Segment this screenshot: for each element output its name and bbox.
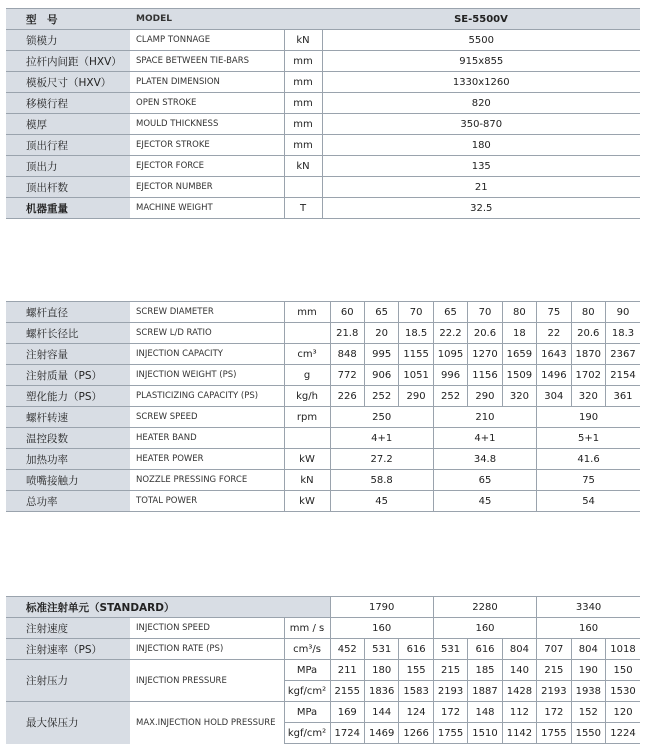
screw-diameter-value: 65 [433, 302, 467, 323]
model-label-en: MODEL [130, 9, 284, 30]
param-value: 252 [433, 386, 467, 407]
mpa-value: 140 [502, 660, 536, 681]
param-value: 2367 [606, 344, 641, 365]
param-unit: mm [284, 302, 330, 323]
param-row [6, 491, 640, 512]
param-label-en: NOZZLE PRESSING FORCE [130, 470, 284, 491]
mpa-value: 120 [606, 702, 640, 723]
param-label-en: HEATER BAND [130, 428, 284, 449]
param-value: 20.6 [571, 323, 605, 344]
param-value: 996 [433, 365, 467, 386]
spec-row [6, 72, 640, 93]
screw-diameter-row [6, 302, 640, 323]
param-row [6, 365, 640, 386]
mpa-value: 124 [399, 702, 433, 723]
param-value: 1155 [399, 344, 433, 365]
mpa-value: 215 [537, 660, 571, 681]
param-unit: kgf/cm² [284, 681, 330, 702]
param-label-cn: 温控段数 [6, 428, 130, 449]
screw-diameter-value: 70 [399, 302, 433, 323]
param-label-cn: 螺杆长径比 [6, 323, 130, 344]
param-label-en: TOTAL POWER [130, 491, 284, 512]
param-label-en: PLASTICIZING CAPACITY (PS) [130, 386, 284, 407]
spec-row [6, 198, 640, 219]
param-value: 848 [330, 344, 364, 365]
param-unit [284, 428, 330, 449]
param-label-cn: 最大保压力 [6, 702, 130, 744]
param-value: 21.8 [330, 323, 364, 344]
spec-label-cn: 机器重量 [6, 198, 130, 219]
param-unit: kg/h [284, 386, 330, 407]
spec-value: 350-870 [322, 114, 640, 135]
param-unit: MPa [284, 702, 330, 723]
param-label-en: INJECTION WEIGHT (PS) [130, 365, 284, 386]
kgf-value: 2193 [537, 681, 571, 702]
spec-value: 135 [322, 156, 640, 177]
group-value: 4+1 [330, 428, 433, 449]
group-value: 34.8 [433, 449, 536, 470]
screw-diameter-value: 60 [330, 302, 364, 323]
param-value: 320 [502, 386, 536, 407]
spec-unit: mm [284, 72, 322, 93]
rate-value: 804 [502, 639, 536, 660]
speed-row [6, 618, 640, 639]
group-value: 41.6 [537, 449, 640, 470]
standard-header-value: 1790 [330, 597, 433, 618]
kgf-value: 1510 [468, 723, 502, 744]
hold-mpa-row [6, 702, 640, 723]
param-unit: rpm [284, 407, 330, 428]
spec-label-cn: 移模行程 [6, 93, 130, 114]
rate-value: 707 [537, 639, 571, 660]
param-label-cn: 塑化能力（PS） [6, 386, 130, 407]
param-value: 20 [364, 323, 398, 344]
spec-row [6, 30, 640, 51]
mpa-value: 172 [537, 702, 571, 723]
pressure-mpa-row [6, 660, 640, 681]
param-label-en: INJECTION RATE (PS) [130, 639, 284, 660]
spec-label-en: EJECTOR STROKE [130, 135, 284, 156]
spec-unit: T [284, 198, 322, 219]
param-value: 2154 [606, 365, 641, 386]
param-label-en: MAX.INJECTION HOLD PRESSURE [130, 702, 284, 744]
kgf-value: 1428 [502, 681, 536, 702]
group-value: 250 [330, 407, 433, 428]
speed-value: 160 [433, 618, 536, 639]
spec-unit: mm [284, 135, 322, 156]
spec-value: 1330x1260 [322, 72, 640, 93]
param-value: 1643 [537, 344, 571, 365]
rate-value: 804 [571, 639, 605, 660]
spec-unit: kN [284, 156, 322, 177]
standard-header-value: 3340 [537, 597, 640, 618]
kgf-value: 2155 [330, 681, 364, 702]
param-value: 772 [330, 365, 364, 386]
kgf-value: 1755 [433, 723, 467, 744]
param-row [6, 449, 640, 470]
spec-row [6, 135, 640, 156]
standard-header-value: 2280 [433, 597, 536, 618]
param-label-cn: 注射质量（PS） [6, 365, 130, 386]
spec-label-en: MACHINE WEIGHT [130, 198, 284, 219]
param-label-en: SCREW L/D RATIO [130, 323, 284, 344]
param-value: 995 [364, 344, 398, 365]
spec-value: 820 [322, 93, 640, 114]
rate-row [6, 639, 640, 660]
kgf-value: 1530 [606, 681, 640, 702]
spec-value: 32.5 [322, 198, 640, 219]
param-value: 1270 [468, 344, 502, 365]
model-row [6, 9, 640, 30]
group-value: 5+1 [537, 428, 640, 449]
param-row [6, 344, 640, 365]
param-row [6, 386, 640, 407]
spec-value: 915x855 [322, 51, 640, 72]
spec-unit: kN [284, 30, 322, 51]
screw-diameter-value: 80 [502, 302, 536, 323]
mpa-value: 144 [364, 702, 398, 723]
standard-header-row [6, 597, 640, 618]
kgf-value: 1724 [330, 723, 364, 744]
param-label-en: SCREW SPEED [130, 407, 284, 428]
param-label-en: INJECTION PRESSURE [130, 660, 284, 702]
group-value: 190 [537, 407, 640, 428]
screw-diameter-value: 70 [468, 302, 502, 323]
param-value: 1870 [571, 344, 605, 365]
spec-label-en: CLAMP TONNAGE [130, 30, 284, 51]
param-label-cn: 注射速率（PS） [6, 639, 130, 660]
spec-unit: mm [284, 114, 322, 135]
spec-label-en: SPACE BETWEEN TIE-BARS [130, 51, 284, 72]
param-label-en: HEATER POWER [130, 449, 284, 470]
param-unit: g [284, 365, 330, 386]
spec-row [6, 156, 640, 177]
param-row [6, 428, 640, 449]
mpa-value: 155 [399, 660, 433, 681]
mpa-value: 112 [502, 702, 536, 723]
group-value: 45 [433, 491, 536, 512]
param-value: 22.2 [433, 323, 467, 344]
mpa-value: 180 [364, 660, 398, 681]
spec-label-cn: 锁模力 [6, 30, 130, 51]
spec-unit: mm [284, 93, 322, 114]
param-value: 22 [537, 323, 571, 344]
mpa-value: 211 [330, 660, 364, 681]
speed-value: 160 [537, 618, 640, 639]
param-label-en: SCREW DIAMETER [130, 302, 284, 323]
param-unit: cm³ [284, 344, 330, 365]
spec-label-cn: 模板尺寸（HXV） [6, 72, 130, 93]
group-value: 4+1 [433, 428, 536, 449]
spec-label-en: EJECTOR NUMBER [130, 177, 284, 198]
param-value: 304 [537, 386, 571, 407]
param-label-cn: 注射压力 [6, 660, 130, 702]
spec-unit: mm [284, 51, 322, 72]
param-value: 1659 [502, 344, 536, 365]
param-value: 1702 [571, 365, 605, 386]
param-unit: mm / s [284, 618, 330, 639]
speed-value: 160 [330, 618, 433, 639]
spec-label-cn: 拉杆内间距（HXV） [6, 51, 130, 72]
param-row [6, 323, 640, 344]
spec-unit [284, 177, 322, 198]
injection-unit-table [6, 301, 640, 512]
spec-row [6, 51, 640, 72]
param-unit: MPa [284, 660, 330, 681]
group-value: 65 [433, 470, 536, 491]
spec-label-en: OPEN STROKE [130, 93, 284, 114]
screw-diameter-value: 75 [537, 302, 571, 323]
param-unit: kW [284, 449, 330, 470]
spec-label-en: PLATEN DIMENSION [130, 72, 284, 93]
param-label-cn: 螺杆转速 [6, 407, 130, 428]
kgf-value: 1836 [364, 681, 398, 702]
screw-diameter-value: 65 [364, 302, 398, 323]
kgf-value: 1142 [502, 723, 536, 744]
param-value: 1051 [399, 365, 433, 386]
kgf-value: 1550 [571, 723, 605, 744]
param-value: 361 [606, 386, 641, 407]
param-value: 1509 [502, 365, 536, 386]
kgf-value: 1583 [399, 681, 433, 702]
param-value: 906 [364, 365, 398, 386]
spec-label-en: MOULD THICKNESS [130, 114, 284, 135]
spec-row [6, 93, 640, 114]
spec-label-cn: 顶出行程 [6, 135, 130, 156]
param-unit: kW [284, 491, 330, 512]
standard-injection-table [6, 596, 640, 744]
rate-value: 531 [364, 639, 398, 660]
standard-header-label: 标准注射单元（STANDARD） [6, 597, 330, 618]
screw-diameter-value: 90 [606, 302, 641, 323]
mpa-value: 185 [468, 660, 502, 681]
mpa-value: 152 [571, 702, 605, 723]
param-value: 18.3 [606, 323, 641, 344]
spec-row [6, 114, 640, 135]
group-value: 75 [537, 470, 640, 491]
spec-label-en: EJECTOR FORCE [130, 156, 284, 177]
param-unit: kN [284, 470, 330, 491]
spec-label-cn: 顶出力 [6, 156, 130, 177]
param-unit: cm³/s [284, 639, 330, 660]
param-unit [284, 323, 330, 344]
param-value: 252 [364, 386, 398, 407]
param-value: 18 [502, 323, 536, 344]
mpa-value: 150 [606, 660, 640, 681]
spec-label-cn: 顶出杆数 [6, 177, 130, 198]
param-row [6, 470, 640, 491]
param-value: 1095 [433, 344, 467, 365]
rate-value: 452 [330, 639, 364, 660]
param-value: 226 [330, 386, 364, 407]
param-label-cn: 螺杆直径 [6, 302, 130, 323]
param-label-en: INJECTION SPEED [130, 618, 284, 639]
kgf-value: 1938 [571, 681, 605, 702]
param-value: 1156 [468, 365, 502, 386]
param-value: 1496 [537, 365, 571, 386]
kgf-value: 2193 [433, 681, 467, 702]
kgf-value: 1755 [537, 723, 571, 744]
group-value: 45 [330, 491, 433, 512]
kgf-value: 1469 [364, 723, 398, 744]
mpa-value: 172 [433, 702, 467, 723]
model-value: SE-5500V [322, 9, 640, 30]
kgf-value: 1887 [468, 681, 502, 702]
rate-value: 531 [433, 639, 467, 660]
kgf-value: 1224 [606, 723, 640, 744]
model-label-cn: 型 号 [6, 9, 130, 30]
param-value: 290 [399, 386, 433, 407]
spec-value: 5500 [322, 30, 640, 51]
param-label-cn: 总功率 [6, 491, 130, 512]
param-value: 20.6 [468, 323, 502, 344]
spec-row [6, 177, 640, 198]
param-label-cn: 注射容量 [6, 344, 130, 365]
rate-value: 616 [468, 639, 502, 660]
screw-diameter-value: 80 [571, 302, 605, 323]
param-value: 320 [571, 386, 605, 407]
param-unit: kgf/cm² [284, 723, 330, 744]
param-label-cn: 注射速度 [6, 618, 130, 639]
group-value: 58.8 [330, 470, 433, 491]
spec-value: 21 [322, 177, 640, 198]
machine-spec-table [6, 8, 640, 219]
mpa-value: 215 [433, 660, 467, 681]
param-value: 290 [468, 386, 502, 407]
spec-label-cn: 模厚 [6, 114, 130, 135]
kgf-value: 1266 [399, 723, 433, 744]
param-value: 18.5 [399, 323, 433, 344]
param-row [6, 407, 640, 428]
spec-value: 180 [322, 135, 640, 156]
group-value: 54 [537, 491, 640, 512]
rate-value: 616 [399, 639, 433, 660]
param-label-en: INJECTION CAPACITY [130, 344, 284, 365]
group-value: 27.2 [330, 449, 433, 470]
mpa-value: 169 [330, 702, 364, 723]
param-label-cn: 加热功率 [6, 449, 130, 470]
mpa-value: 190 [571, 660, 605, 681]
param-label-cn: 喷嘴接触力 [6, 470, 130, 491]
group-value: 210 [433, 407, 536, 428]
rate-value: 1018 [606, 639, 640, 660]
mpa-value: 148 [468, 702, 502, 723]
